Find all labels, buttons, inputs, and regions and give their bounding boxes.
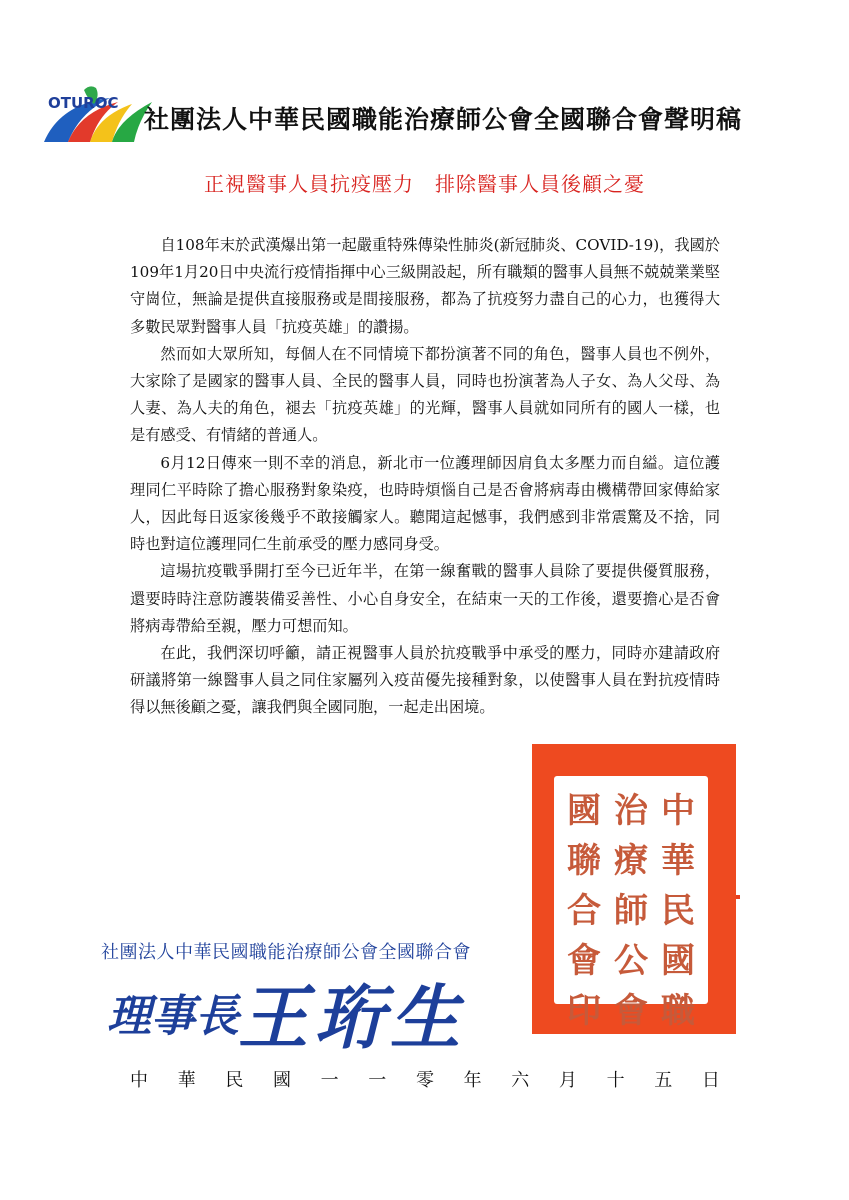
seal-char: 民 [661, 891, 695, 931]
seal-char: 國 [661, 941, 695, 981]
seal-char: 聯 [567, 841, 601, 881]
date-char: 六 [511, 1070, 530, 1091]
date-char: 民 [225, 1070, 244, 1091]
seal-char: 中 [661, 791, 695, 831]
seal-char: 印 [567, 991, 601, 1031]
seal-char: 合 [567, 891, 601, 931]
paragraph: 然而如大眾所知，每個人在不同情境下都扮演著不同的角色，醫事人員也不例外，大家除了是國家的醫事人員、全民的醫事人員，同時也扮演著為人子女、為人父母、為人妻、為人夫的角色，褪去「抗疫英雄」的光輝，醫事人員就如同所有的國人一樣，也是有感受、有情緒的普通人。 [130, 344, 720, 445]
date-line [130, 1066, 720, 1092]
paragraph: 這場抗疫戰爭開打至今已近年半，在第一線奮戰的醫事人員除了要提供優質服務，還要時時注意防護裝備妥善性、小心自身安全，在結束一天的工作後，還要擔心是否會將病毒帶給至親，壓力可想而知。 [130, 562, 720, 635]
logo-text: OTUROC [48, 94, 119, 112]
official-seal [532, 744, 736, 1034]
seal-frame [554, 776, 708, 1031]
seal-char: 療 [614, 841, 648, 881]
date-char: 零 [415, 1070, 434, 1091]
date-char: 年 [463, 1070, 482, 1091]
seal-characters [562, 786, 700, 1031]
seal-char: 華 [661, 841, 695, 881]
signature-name: 王珩生 [238, 976, 466, 1059]
date-char: 中 [130, 1070, 148, 1091]
paragraph: 在此，我們深切呼籲，請正視醫事人員於抗疫戰爭中承受的壓力，同時亦建請政府研議將第一線醫事人員之同住家屬列入疫苗優先接種對象，以使醫事人員在對抗疫情時得以無後顧之憂，讓我們與全國同胞，一起走出困境。 [130, 644, 720, 717]
statement-body [130, 232, 720, 722]
date-char: 五 [654, 1070, 673, 1091]
signature-org: 社團法人中華民國職能治療師公會全國聯合會 [101, 942, 471, 963]
seal-char: 會 [567, 941, 601, 981]
oturoc-logo [40, 82, 158, 144]
headline: 正視醫事人員抗疫壓力 排除醫事人員後顧之憂 [204, 172, 645, 196]
seal-char: 會 [614, 991, 648, 1031]
signature-title: 理事長 [107, 991, 239, 1042]
seal-char: 職 [661, 991, 695, 1031]
date-char: 一 [320, 1070, 339, 1091]
seal-mark [736, 895, 740, 899]
seal-char: 國 [567, 791, 601, 831]
date-char: 月 [558, 1070, 577, 1091]
page-title: 社團法人中華民國職能治療師公會全國聯合會聲明稿 [144, 105, 743, 134]
seal-column [562, 786, 606, 1031]
date-char: 日 [701, 1070, 720, 1091]
paragraph: 6月12日傳來一則不幸的消息，新北市一位護理師因肩負太多壓力而自縊。這位護理同仁平時除了擔心服務對象染疫，也時時煩惱自己是否會將病毒由機構帶回家傳給家人，因此每日返家後幾乎不敢接觸家人。聽聞這起憾事，我們感到非常震驚及不捨，同時也對這位護理同仁生前承受的壓力感同身受。 [130, 453, 720, 554]
date-char: 國 [272, 1070, 291, 1091]
date-char: 十 [606, 1070, 625, 1091]
date-char: 華 [177, 1070, 196, 1091]
seal-char: 師 [614, 891, 648, 931]
seal-column [609, 786, 653, 1031]
seal-column [656, 786, 700, 1031]
seal-char: 公 [614, 941, 648, 981]
date-char: 一 [368, 1070, 387, 1091]
seal-char: 治 [614, 791, 648, 831]
paragraph: 自108年末於武漢爆出第一起嚴重特殊傳染性肺炎(新冠肺炎、COVID-19)，我國於109年1月20日中央流行疫情指揮中心三級開設起，所有職類的醫事人員無不兢兢業業堅守崗位，無論是提供直接服務或是間接服務，都為了抗疫努力盡自己的心力，也獲得大多數民眾對醫事人員「抗疫英雄」的讚揚。 [130, 236, 720, 336]
